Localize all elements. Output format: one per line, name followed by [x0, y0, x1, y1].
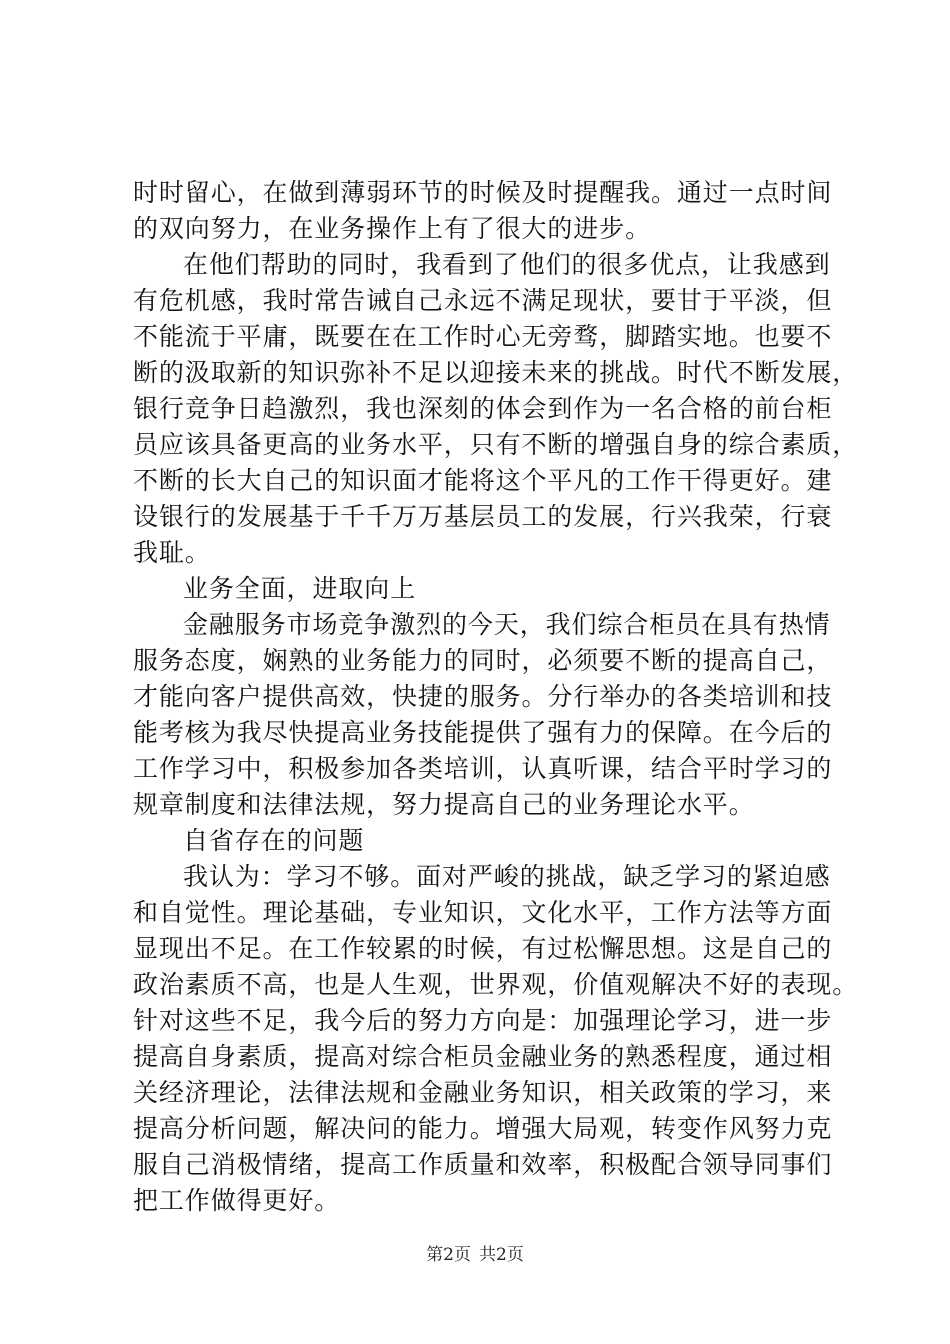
- text-line: 银行竞争日趋激烈，我也深刻的体会到作为一名合格的前台柜: [133, 394, 833, 423]
- text-line: 我耻。: [133, 538, 211, 567]
- page-footer: [0, 1244, 950, 1266]
- text-line: 显现出不足。在工作较累的时候，有过松懈思想。这是自己的: [133, 934, 833, 963]
- text-line: 针对这些不足，我今后的努力方向是：加强理论学习，进一步: [133, 1006, 833, 1035]
- text-line: 规章制度和法律法规，努力提高自己的业务理论水平。: [133, 790, 755, 819]
- text-line: 有危机感，我时常告诫自己永远不满足现状，要甘于平淡，但: [133, 286, 833, 315]
- text-line: 服自己消极情绪，提高工作质量和效率，积极配合领导同事们: [133, 1150, 833, 1179]
- text-line: 工作学习中，积极参加各类培训，认真听课，结合平时学习的: [133, 754, 833, 783]
- text-line: 时时留心，在做到薄弱环节的时候及时提醒我。通过一点时间: [133, 178, 833, 207]
- text-line: 才能向客户提供高效，快捷的服务。分行举办的各类培训和技: [133, 682, 833, 711]
- section-heading: 业务全面，进取向上: [183, 574, 417, 603]
- text-line: 断的汲取新的知识弥补不足以迎接未来的挑战。时代不断发展，: [133, 358, 859, 387]
- text-line: 设银行的发展基于千千万万基层员工的发展，行兴我荣，行衰: [133, 502, 833, 531]
- text-line: 提高自身素质，提高对综合柜员金融业务的熟悉程度，通过相: [133, 1042, 833, 1071]
- paragraph-start-line: 我认为：学习不够。面对严峻的挑战，缺乏学习的紧迫感: [183, 862, 831, 891]
- text-line: 政治素质不高，也是人生观，世界观，价值观解决不好的表现。: [133, 970, 859, 999]
- text-line: 服务态度，娴熟的业务能力的同时，必须要不断的提高自己，: [133, 646, 833, 675]
- page-total: 共2页: [479, 1245, 524, 1265]
- paragraph-start-line: 在他们帮助的同时，我看到了他们的很多优点，让我感到: [183, 250, 831, 279]
- text-line: 提高分析问题，解决问的能力。增强大局观，转变作风努力克: [133, 1114, 833, 1143]
- text-line: 和自觉性。理论基础，专业知识，文化水平，工作方法等方面: [133, 898, 833, 927]
- page-number: 第2页: [426, 1245, 471, 1265]
- section-heading: 自省存在的问题: [183, 826, 365, 855]
- document-body: [133, 175, 859, 1219]
- text-line: 把工作做得更好。: [133, 1186, 341, 1215]
- text-line: 员应该具备更高的业务水平，只有不断的增强自身的综合素质，: [133, 430, 859, 459]
- text-line: 不断的长大自己的知识面才能将这个平凡的工作干得更好。建: [133, 466, 833, 495]
- text-line: 能考核为我尽快提高业务技能提供了强有力的保障。在今后的: [133, 718, 833, 747]
- text-line: 的双向努力，在业务操作上有了很大的进步。: [133, 214, 652, 243]
- text-line: 不能流于平庸，既要在在工作时心无旁骛，脚踏实地。也要不: [133, 322, 833, 351]
- paragraph-start-line: 金融服务市场竞争激烈的今天，我们综合柜员在具有热情: [183, 610, 831, 639]
- text-line: 关经济理论，法律法规和金融业务知识，相关政策的学习，来: [133, 1078, 833, 1107]
